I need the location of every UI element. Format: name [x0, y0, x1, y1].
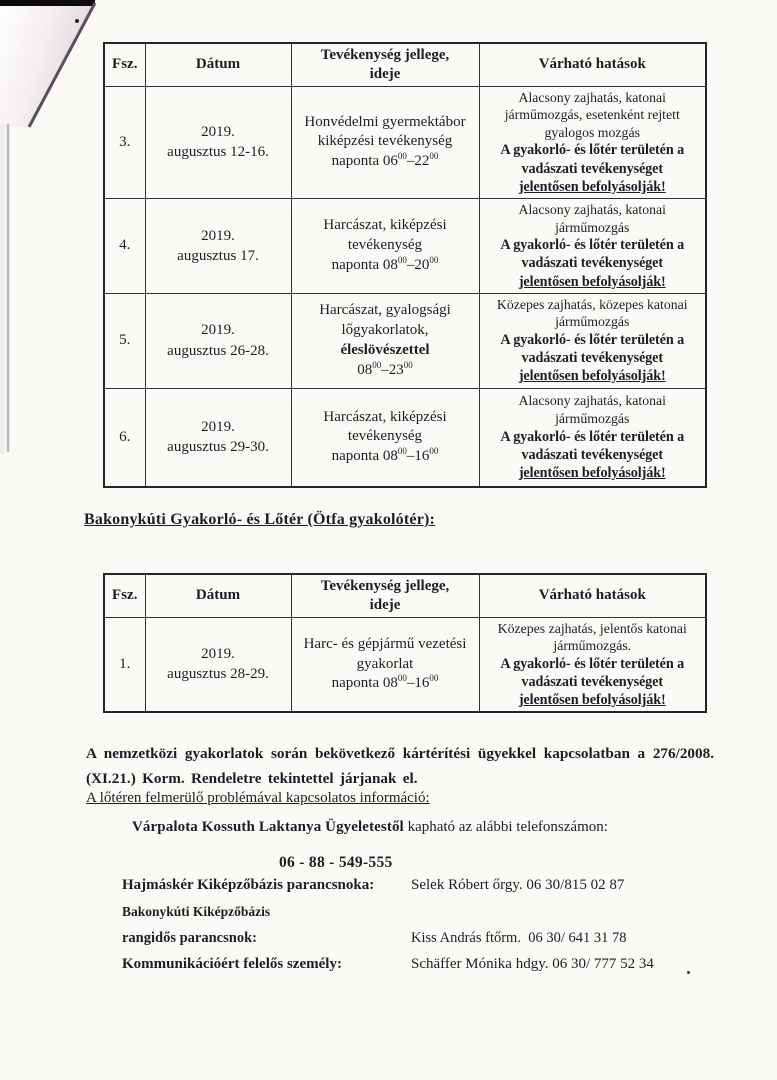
duty-officer-line [132, 819, 608, 836]
date-cell [145, 388, 291, 487]
impact-underline-text: jelentősen befolyásolják! [518, 465, 666, 482]
schedule-table-varpalota [103, 42, 707, 488]
scan-speck-top [75, 19, 79, 23]
impact-cell [479, 86, 706, 198]
date-cell [145, 198, 291, 293]
contact-value: Selek Róbert őrgy. 06 30/815 02 87 [411, 877, 625, 893]
impact-bold-text: A gyakorló- és lőtér területén a vadászati tevékenységet jelentősen befolyásolják! [500, 655, 685, 709]
activity-line1: Harcászat, kiképzési [323, 408, 447, 425]
impact-underline-text: jelentősen befolyásolják! [518, 273, 666, 290]
duty-officer-rest: kapható az alábbi telefonszámon: [403, 819, 608, 835]
impact-normal-text: Alacsony zajhatás, katonai járműmozgás [518, 393, 666, 427]
impact-normal-text: Alacsony zajhatás, katonai járműmozgás, esetenként rejtett gyalogos mozgás [504, 89, 680, 140]
header-fsz: Fsz. [104, 574, 145, 617]
impact-cell [479, 388, 706, 487]
impact-cell [479, 617, 706, 712]
activity-line2: kiképzési tevékenység [317, 133, 453, 150]
activity-time: naponta $06^{00}-22^{00}$ [331, 151, 439, 170]
header-varhato: Várható hatások [479, 574, 706, 617]
contact-label: Kommunikációért felelős személy: [122, 956, 342, 972]
activity-time: naponta $08^{00}-16^{00}$ [331, 673, 439, 692]
date-days: augusztus 26-28. [167, 342, 269, 359]
impact-cell [479, 198, 706, 293]
date-days: augusztus 28-29. [167, 666, 269, 683]
activity-cell [291, 388, 479, 487]
header-tevekenyseg [291, 574, 479, 617]
activity-cell [291, 198, 479, 293]
date-year: 2019. [201, 646, 235, 663]
header-tevekenyseg-line2: ideje [369, 65, 401, 82]
impact-bold-text: A gyakorló- és lőtér területén a vadászati tevékenységet jelentősen befolyásolják! [500, 142, 685, 195]
legal-paragraph: A nemzetközi gyakorlatok során bekövetkező kártérítési ügyekkel kapcsolatban a 276/2008. (XI.21.) Korm. Rendeletre tekintettel járjanak el. [86, 745, 714, 787]
contact-value: Schäffer Mónika hdgy. 06 30/ 777 52 34 [411, 956, 654, 972]
impact-underline-text: jelentősen befolyásolják! [518, 692, 666, 709]
page-edge-shade [0, 124, 5, 454]
row-number-cell: 4. [104, 198, 145, 293]
scan-edge-bar [0, 0, 95, 6]
impact-cell [479, 293, 706, 388]
table-row [104, 86, 706, 198]
section-heading-bakonykuti: Bakonykúti Gyakorló- és Lőtér (Ötfa gyakolótér): [84, 511, 436, 528]
activity-line2: tevékenység [347, 428, 423, 445]
date-cell [145, 617, 291, 712]
activity-time: naponta $08^{00}-20^{00}$ [331, 254, 439, 273]
date-days: augusztus 12-16. [167, 144, 269, 161]
header-tevekenyseg-line1: Tevékenység jellege, [320, 47, 450, 63]
impact-underline-text: jelentősen befolyásolják! [518, 368, 666, 385]
header-tevekenyseg [291, 43, 479, 86]
phone-number: 06 - 88 - 549-555 [279, 854, 393, 871]
table-header-row [104, 43, 706, 86]
header-tevekenyseg-line1: Tevékenység jellege, [320, 578, 450, 594]
impact-bold-text: A gyakorló- és lőtér területén a vadászati tevékenységet jelentősen befolyásolják! [500, 332, 685, 385]
row-number-cell: 6. [104, 388, 145, 487]
activity-bold-line: éleslövészettel [340, 341, 430, 358]
activity-line1: Honvédelmi gyermektábor [304, 113, 466, 130]
info-heading: A lőtéren felmerülő problémával kapcsolatos információ: [86, 790, 430, 806]
header-varhato: Várható hatások [479, 43, 706, 86]
date-cell [145, 86, 291, 198]
table-row [104, 617, 706, 712]
date-cell [145, 293, 291, 388]
activity-cell [291, 293, 479, 388]
contact-row-bakonykuti-base [122, 904, 411, 920]
impact-normal-text: Közepes zajhatás, közepes katonai járműmozgás [496, 296, 688, 330]
row-number-cell: 1. [104, 617, 145, 712]
activity-line2: gyakorlat [356, 655, 414, 672]
table-row [104, 388, 706, 487]
date-year: 2019. [201, 322, 235, 339]
impact-normal-text: Alacsony zajhatás, katonai járműmozgás [518, 201, 666, 235]
contact-value: Kiss András ftőrm. 06 30/ 641 31 78 [411, 930, 627, 946]
contact-row-rangidos [122, 930, 626, 947]
table-header-row [104, 574, 706, 617]
table-row [104, 293, 706, 388]
fold-crease-line [29, 3, 95, 127]
activity-line2: lőgyakorlatok, [341, 321, 429, 338]
date-year: 2019. [201, 419, 235, 436]
activity-line1: Harcászat, kiképzési [323, 217, 447, 234]
schedule-table-bakonykuti [103, 573, 707, 713]
header-datum: Dátum [145, 43, 291, 86]
header-fsz: Fsz. [104, 43, 145, 86]
scan-speck-bottom [687, 971, 690, 974]
activity-line1: Harc- és gépjármű vezetési [303, 635, 467, 652]
date-days: augusztus 29-30. [167, 439, 269, 456]
activity-line1: Harcászat, gyalogsági [319, 302, 451, 319]
activity-line2: tevékenység [347, 237, 423, 253]
impact-underline-text: jelentősen befolyásolják! [518, 178, 666, 195]
activity-cell [291, 86, 479, 198]
activity-time: $08^{00}-23^{00}$ [357, 359, 413, 378]
impact-bold-text: A gyakorló- és lőtér területén a vadászati tevékenységet jelentősen befolyásolják! [500, 237, 685, 290]
contact-label: rangidős parancsnok: [122, 930, 257, 946]
activity-cell [291, 617, 479, 712]
row-number-cell: 3. [104, 86, 145, 198]
header-datum: Dátum [145, 574, 291, 617]
duty-officer-bold: Várpalota Kossuth Laktanya Ügyeletestől [132, 819, 404, 835]
contact-label: Hajmáskér Kiképzőbázis parancsnoka: [122, 877, 375, 893]
contact-label: Bakonykúti Kiképzőbázis [122, 904, 271, 919]
fold-triangle [0, 0, 96, 127]
date-year: 2019. [201, 227, 235, 244]
date-days: augusztus 17. [177, 247, 259, 264]
table-row [104, 198, 706, 293]
impact-normal-text: Közepes zajhatás, jelentős katonai járműmozgás. [497, 620, 687, 654]
impact-bold-text: A gyakorló- és lőtér területén a vadászati tevékenységet jelentősen befolyásolják! [500, 428, 685, 482]
header-tevekenyseg-line2: ideje [369, 596, 401, 613]
contact-row-kommunikacio [122, 956, 654, 973]
activity-time: naponta $08^{00}-16^{00}$ [331, 446, 439, 465]
contact-row-hajmasker [122, 877, 624, 894]
row-number-cell: 5. [104, 293, 145, 388]
date-year: 2019. [201, 123, 235, 140]
